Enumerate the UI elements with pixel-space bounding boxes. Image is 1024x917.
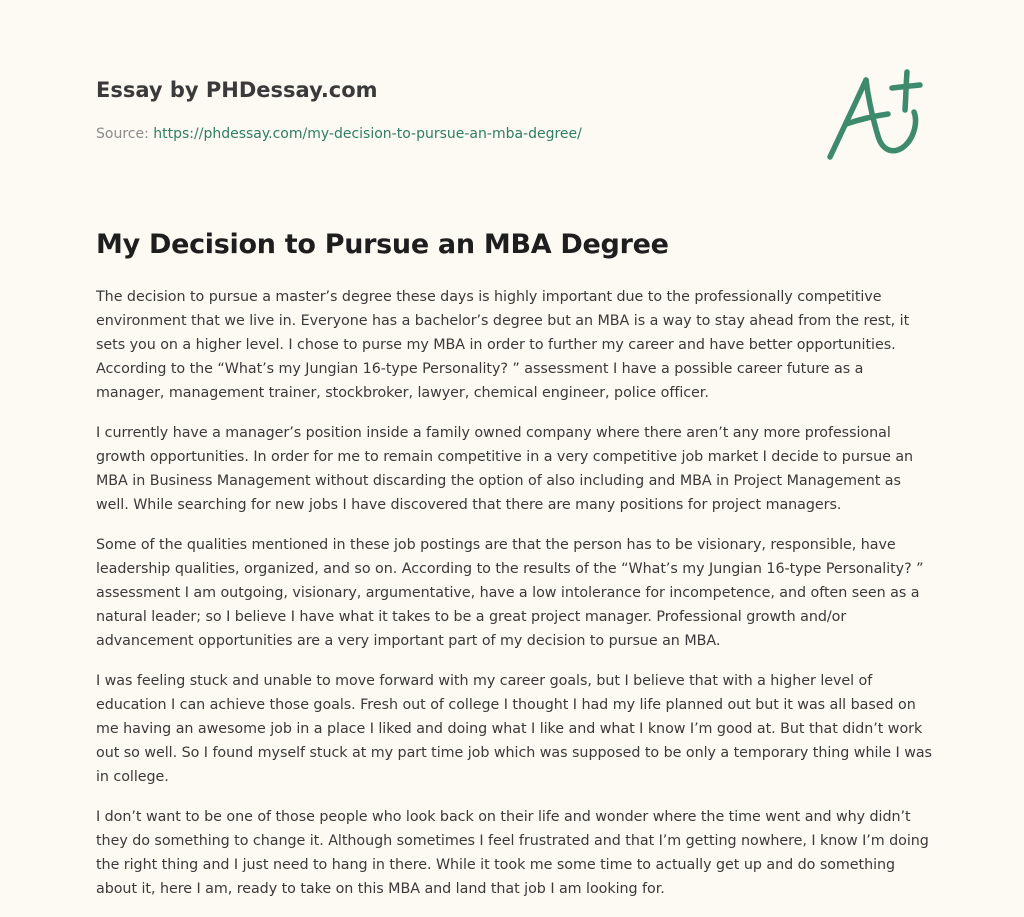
source-label: Source: [96,126,149,142]
essay-paragraph: The decision to pursue a master’s degree these days is highly important due to the professionally competitive environment that we live in. Everyone has a bachelor’s degree but an MBA is a way to stay ahead from the rest, it sets you on a higher level. I chose to purse my MBA in order to further my career and have better opportunities. According to the “What’s my Jungian 16-type Personality? ” assessment I have a possible career future as a manager, management trainer, stockbroker, lawyer, chemical engineer, police officer. [96,289,910,401]
source-line [96,124,796,144]
page-header [96,76,796,144]
essay-paragraph: I currently have a manager’s position inside a family owned company where there aren’t any more professional growth opportunities. In order for me to remain competitive in a very competitive job market I decide to pursue an MBA in Business Management without discarding the option of also including and MBA in Project Management as well. While searching for new jobs I have discovered that there are many positions for project managers. [96,425,914,513]
a-plus-grade-icon [822,66,928,166]
site-title: Essay by PHDessay.com [96,78,378,102]
source-link[interactable]: https://phdessay.com/my-decision-to-pursue-an-mba-degree/ [153,126,582,142]
essay-body [96,285,934,917]
essay-paragraph: I don’t want to be one of those people who look back on their life and wonder where the time went and why didn’t they do something to change it. Although sometimes I feel frustrated and that I’m getting nowhere, I know I’m doing the right thing and I just need to hang in there. While it took me some time to actually get up and do something about it, here I am, ready to take on this MBA and land that job I am looking for. [96,809,929,897]
essay-title: My Decision to Pursue an MBA Degree [96,229,669,260]
essay-paragraph: I was feeling stuck and unable to move forward with my career goals, but I believe that with a higher level of education I can achieve those goals. Fresh out of college I thought I had my life planned out but it was all based on me having an awesome job in a place I liked and doing what I like and what I know I’m good at. But that didn’t work out so well. So I found myself stuck at my part time job which was supposed to be only a temporary thing while I was in college. [96,673,932,785]
essay-paragraph: Some of the qualities mentioned in these job postings are that the person has to be visionary, responsible, have leadership qualities, organized, and so on. According to the results of the “What’s my Jungian 16-type Personality? ” assessment I am outgoing, visionary, argumentative, have a low intolerance for incompetence, and often seen as a natural leader; so I believe I have what it takes to be a great project manager. Professional growth and/or advancement opportunities are a very important part of my decision to pursue an MBA. [96,537,924,649]
